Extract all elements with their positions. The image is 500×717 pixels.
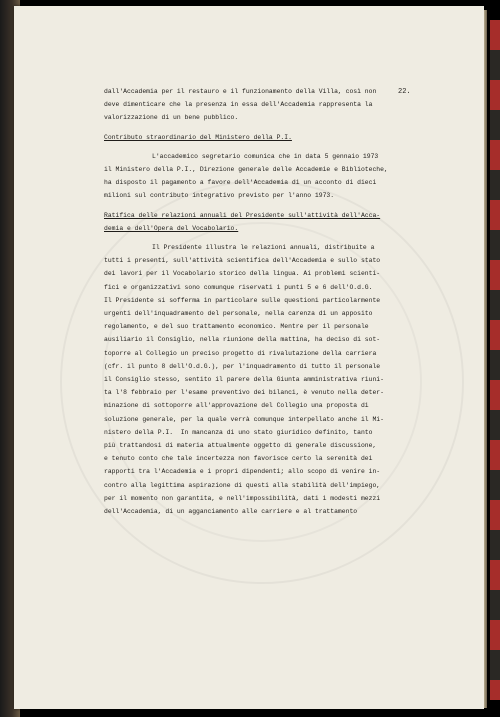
text-line: per il momento non garantita, e nell'impossibilità, dati i modesti mezzi (104, 494, 381, 502)
section-heading: Contributo straordinario del Ministero della P.I. (104, 133, 292, 141)
text-line: nistero della P.I. In mancanza di uno stato giuridico definito, tanto (104, 428, 373, 436)
color-scale-strip (490, 20, 500, 700)
page-number: 22. (398, 88, 411, 96)
text-line: fici e organizzativi sono comunque riservati i punti 5 e 6 dell'O.d.G. (104, 283, 373, 291)
text-line: minazione di sottoporre all'approvazione del Collegio una proposta di (104, 402, 369, 410)
text-line: (cfr. il punto 8 dell'O.d.G.), per l'inquadramento di tutto il personale (104, 362, 381, 370)
text-line: contro alla legittima aspirazione di questi alla stabilità dell'impiego, (104, 481, 381, 489)
text-line: e tenuto conto che tale incertezza non favorisce certo la serenità dei (104, 455, 373, 463)
text-line: il Consiglio stesso, sentito il parere della Giunta amministrativa riuni- (104, 376, 384, 384)
text-line: ausiliario il Consiglio, nella riunione della mattina, ha deciso di sot- (104, 336, 381, 344)
text-line: tutti i presenti, sull'attività scientifica dell'Accademia e sullo stato (104, 257, 381, 265)
text-line: il Ministero della P.I., Direzione generale delle Accademie e Biblioteche, (104, 166, 388, 174)
text-line: dall'Accademia per il restauro e il funzionamento della Villa, così non (104, 88, 377, 95)
text-line: ha disposto il pagamento a favore dell'Accademia di un acconto di dieci (104, 179, 377, 187)
text-line: Il Presidente si sofferma in particolare sulle questioni particolarmente (104, 296, 381, 304)
text-line: dell'Accademia, di un agganciamento alle carriere e al trattamento (104, 508, 358, 516)
text-line: valorizzazione di un bene pubblico. (104, 114, 239, 122)
text-line: più trattandosi di materia attualmente oggetto di generale discussione, (104, 442, 377, 450)
section-heading: Ratifica delle relazioni annuali del Presidente sull'attività dell'Acca- (104, 211, 381, 219)
text-line: milioni sul contributo integrativo previsto per l'anno 1973. (104, 192, 335, 200)
document-body (104, 85, 434, 518)
text-line: urgenti dell'inquadramento del personale, nella carenza di un apposito (104, 310, 373, 318)
text-line: dei lavori per il Vocabolario storico della lingua. Ai problemi scienti- (104, 270, 381, 278)
text-line: soluzione generale, per la quale verrà comunque interpellato anche il Mi- (104, 415, 384, 423)
text-line: ta l'8 febbraio per l'esame preventivo dei bilanci, è venuto nella deter- (104, 389, 384, 397)
text-line: toporre al Collegio un preciso progetto di rivalutazione della carriera (104, 349, 377, 357)
text-line: Il Presidente illustra le relazioni annuali, distribuite a (152, 244, 375, 252)
page-edge (484, 10, 487, 708)
text-line: regolamento, e del suo trattamento economico. Mentre per il personale (104, 323, 369, 331)
text-line: rapporti tra l'Accademia e i propri dipendenti; allo scopo di venire in- (104, 468, 381, 476)
text-line: deve dimenticare che la presenza in essa dell'Accademia rappresenta la (104, 101, 373, 109)
text-line: L'accademico segretario comunica che in data 5 gennaio 1973 (152, 152, 379, 160)
section-heading: demia e dell'Opera del Vocabolario. (104, 224, 239, 232)
